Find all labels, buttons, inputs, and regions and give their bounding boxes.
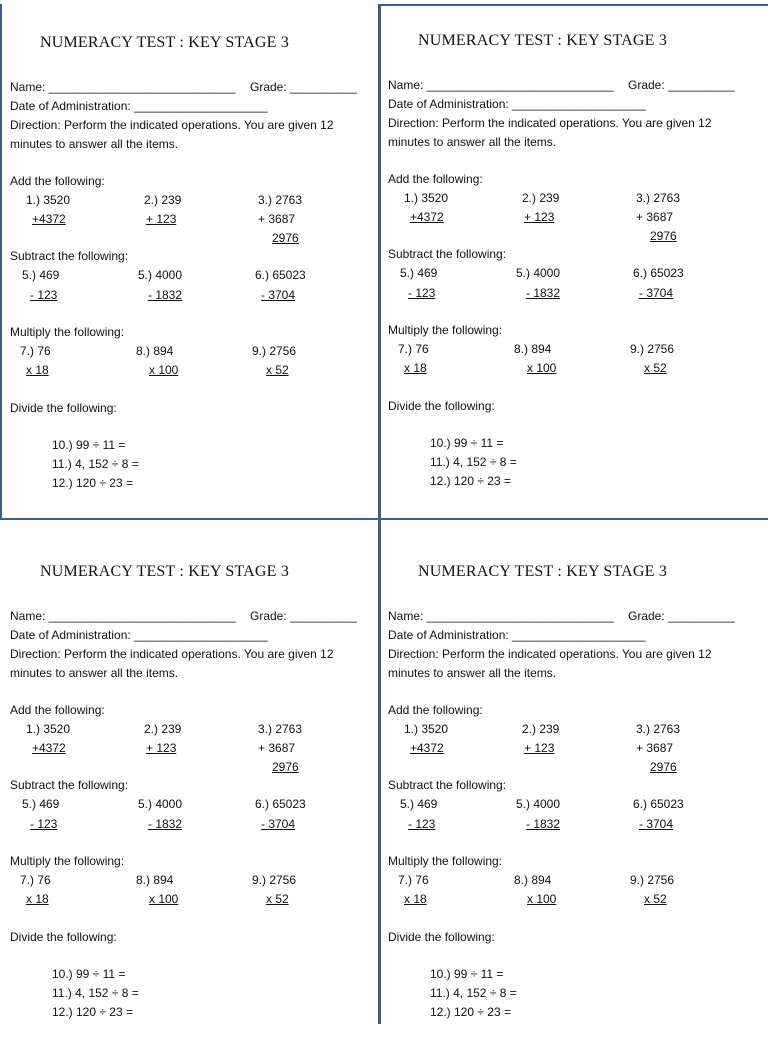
test-sheet xyxy=(0,533,370,1038)
grade-field[interactable]: Grade: __________ xyxy=(628,609,735,623)
sub-item-2-subtrahend: - 1832 xyxy=(148,817,183,831)
sub-item-3-subtrahend: - 3704 xyxy=(261,288,296,302)
add-item-3-addend: + 3687 xyxy=(258,741,296,755)
mul-item-3: 9.) 2756 xyxy=(252,873,297,887)
add-item-2: 2.) 239 xyxy=(144,722,182,736)
mul-item-2-multiplier: x 100 xyxy=(149,892,179,906)
direction-line-2: minutes to answer all the items. xyxy=(388,666,557,680)
add-item-2-addend: + 123 xyxy=(524,741,555,755)
add-item-1: 1.) 3520 xyxy=(26,722,71,736)
date-field[interactable]: Date of Administration: ____________________ xyxy=(10,628,268,642)
sub-item-1-subtrahend: - 123 xyxy=(408,817,436,831)
name-field[interactable]: Name: ____________________________ xyxy=(388,78,614,92)
test-sheet xyxy=(378,2,748,507)
test-sheet xyxy=(378,533,748,1038)
date-field[interactable]: Date of Administration: ____________________ xyxy=(388,628,646,642)
add-item-1-addend: +4372 xyxy=(32,741,66,755)
add-item-3-addend: + 3687 xyxy=(636,741,674,755)
direction-line-1: Direction: Perform the indicated operations. You are given 12 xyxy=(10,647,334,661)
mul-item-2: 8.) 894 xyxy=(136,873,174,887)
sub-item-3: 6.) 65023 xyxy=(255,268,306,282)
subtract-heading: Subtract the following: xyxy=(10,778,129,792)
add-item-3-addend: + 3687 xyxy=(636,210,674,224)
div-item: 10.) 99 ÷ 11 = xyxy=(430,436,504,450)
add-item-3-addend: + 3687 xyxy=(258,212,296,226)
divide-heading: Divide the following: xyxy=(10,930,117,944)
div-item: 10.) 99 ÷ 11 = xyxy=(52,438,126,452)
horizontal-divider xyxy=(0,518,768,520)
div-item: 10.) 99 ÷ 11 = xyxy=(52,967,126,981)
sub-item-1: 5.) 469 xyxy=(400,797,438,811)
sub-item-2-subtrahend: - 1832 xyxy=(526,817,561,831)
sub-item-2: 5.) 4000 xyxy=(138,268,183,282)
mul-item-2-multiplier: x 100 xyxy=(527,361,557,375)
multiply-heading: Multiply the following: xyxy=(10,325,125,339)
add-item-3-addend-2: 2976 xyxy=(650,760,677,774)
add-item-3: 3.) 2763 xyxy=(636,722,681,736)
sub-item-2: 5.) 4000 xyxy=(138,797,183,811)
grade-field[interactable]: Grade: __________ xyxy=(628,78,735,92)
add-item-1-addend: +4372 xyxy=(410,210,444,224)
add-heading: Add the following: xyxy=(10,703,105,717)
add-item-1-addend: +4372 xyxy=(32,212,66,226)
sub-item-2: 5.) 4000 xyxy=(516,266,561,280)
add-item-2-addend: + 123 xyxy=(524,210,555,224)
sub-item-2-subtrahend: - 1832 xyxy=(148,288,183,302)
divide-heading: Divide the following: xyxy=(388,399,495,413)
add-item-3-addend-2: 2976 xyxy=(650,229,677,243)
sub-item-1-subtrahend: - 123 xyxy=(30,288,58,302)
mul-item-3: 9.) 2756 xyxy=(630,342,675,356)
grade-field[interactable]: Grade: __________ xyxy=(250,609,357,623)
sub-item-3-subtrahend: - 3704 xyxy=(639,286,674,300)
div-item: 11.) 4, 152 ÷ 8 = xyxy=(430,455,517,469)
direction-line-2: minutes to answer all the items. xyxy=(10,666,179,680)
div-item: 11.) 4, 152 ÷ 8 = xyxy=(430,986,517,1000)
name-field[interactable]: Name: ____________________________ xyxy=(388,609,614,623)
add-item-2: 2.) 239 xyxy=(144,193,182,207)
mul-item-3: 9.) 2756 xyxy=(252,344,297,358)
sub-item-3: 6.) 65023 xyxy=(633,797,684,811)
mul-item-3: 9.) 2756 xyxy=(630,873,675,887)
mul-item-1-multiplier: x 18 xyxy=(26,892,49,906)
name-field[interactable]: Name: ____________________________ xyxy=(10,609,236,623)
multiply-heading: Multiply the following: xyxy=(10,854,125,868)
subtract-heading: Subtract the following: xyxy=(388,778,507,792)
div-item: 10.) 99 ÷ 11 = xyxy=(430,967,504,981)
add-heading: Add the following: xyxy=(388,703,483,717)
add-heading: Add the following: xyxy=(10,174,105,188)
direction-line-1: Direction: Perform the indicated operations. You are given 12 xyxy=(388,116,712,130)
multiply-heading: Multiply the following: xyxy=(388,854,503,868)
add-item-2: 2.) 239 xyxy=(522,722,560,736)
subtract-heading: Subtract the following: xyxy=(10,249,129,263)
div-item: 11.) 4, 152 ÷ 8 = xyxy=(52,986,139,1000)
div-item: 12.) 120 ÷ 23 = xyxy=(430,1005,511,1019)
name-field[interactable]: Name: ____________________________ xyxy=(10,80,236,94)
mul-item-3-multiplier: x 52 xyxy=(644,892,667,906)
add-item-3-addend-2: 2976 xyxy=(272,760,299,774)
sub-item-2: 5.) 4000 xyxy=(516,797,561,811)
add-item-2-addend: + 123 xyxy=(146,212,177,226)
div-item: 12.) 120 ÷ 23 = xyxy=(430,474,511,488)
divide-heading: Divide the following: xyxy=(388,930,495,944)
sub-item-1: 5.) 469 xyxy=(22,797,60,811)
add-item-2-addend: + 123 xyxy=(146,741,177,755)
add-item-3: 3.) 2763 xyxy=(258,722,303,736)
date-field[interactable]: Date of Administration: ____________________ xyxy=(388,97,646,111)
mul-item-1-multiplier: x 18 xyxy=(404,361,427,375)
mul-item-1: 7.) 76 xyxy=(20,344,51,358)
grade-field[interactable]: Grade: __________ xyxy=(250,80,357,94)
add-item-1: 1.) 3520 xyxy=(404,191,449,205)
mul-item-3-multiplier: x 52 xyxy=(266,363,289,377)
div-item: 11.) 4, 152 ÷ 8 = xyxy=(52,457,139,471)
sub-item-1-subtrahend: - 123 xyxy=(30,817,58,831)
sub-item-1: 5.) 469 xyxy=(22,268,60,282)
page-title: NUMERACY TEST : KEY STAGE 3 xyxy=(418,32,668,49)
divide-heading: Divide the following: xyxy=(10,401,117,415)
mul-item-1: 7.) 76 xyxy=(398,342,429,356)
mul-item-1-multiplier: x 18 xyxy=(26,363,49,377)
multiply-heading: Multiply the following: xyxy=(388,323,503,337)
direction-line-1: Direction: Perform the indicated operations. You are given 12 xyxy=(10,118,334,132)
add-item-3: 3.) 2763 xyxy=(636,191,681,205)
add-item-1: 1.) 3520 xyxy=(404,722,449,736)
add-item-1: 1.) 3520 xyxy=(26,193,71,207)
mul-item-2-multiplier: x 100 xyxy=(527,892,557,906)
sub-item-1-subtrahend: - 123 xyxy=(408,286,436,300)
test-sheet xyxy=(0,4,370,509)
mul-item-1: 7.) 76 xyxy=(398,873,429,887)
add-item-3-addend-2: 2976 xyxy=(272,231,299,245)
subtract-heading: Subtract the following: xyxy=(388,247,507,261)
mul-item-3-multiplier: x 52 xyxy=(266,892,289,906)
sub-item-3: 6.) 65023 xyxy=(255,797,306,811)
page-title: NUMERACY TEST : KEY STAGE 3 xyxy=(40,34,290,51)
div-item: 12.) 120 ÷ 23 = xyxy=(52,476,133,490)
direction-line-2: minutes to answer all the items. xyxy=(10,137,179,151)
sub-item-1: 5.) 469 xyxy=(400,266,438,280)
sub-item-3: 6.) 65023 xyxy=(633,266,684,280)
date-field[interactable]: Date of Administration: ____________________ xyxy=(10,99,268,113)
mul-item-3-multiplier: x 52 xyxy=(644,361,667,375)
add-heading: Add the following: xyxy=(388,172,483,186)
direction-line-1: Direction: Perform the indicated operations. You are given 12 xyxy=(388,647,712,661)
page-title: NUMERACY TEST : KEY STAGE 3 xyxy=(40,563,290,580)
sub-item-3-subtrahend: - 3704 xyxy=(639,817,674,831)
sub-item-3-subtrahend: - 3704 xyxy=(261,817,296,831)
mul-item-2-multiplier: x 100 xyxy=(149,363,179,377)
mul-item-2: 8.) 894 xyxy=(514,873,552,887)
sub-item-2-subtrahend: - 1832 xyxy=(526,286,561,300)
page-title: NUMERACY TEST : KEY STAGE 3 xyxy=(418,563,668,580)
add-item-2: 2.) 239 xyxy=(522,191,560,205)
direction-line-2: minutes to answer all the items. xyxy=(388,135,557,149)
mul-item-1: 7.) 76 xyxy=(20,873,51,887)
add-item-1-addend: +4372 xyxy=(410,741,444,755)
add-item-3: 3.) 2763 xyxy=(258,193,303,207)
mul-item-1-multiplier: x 18 xyxy=(404,892,427,906)
mul-item-2: 8.) 894 xyxy=(514,342,552,356)
mul-item-2: 8.) 894 xyxy=(136,344,174,358)
div-item: 12.) 120 ÷ 23 = xyxy=(52,1005,133,1019)
